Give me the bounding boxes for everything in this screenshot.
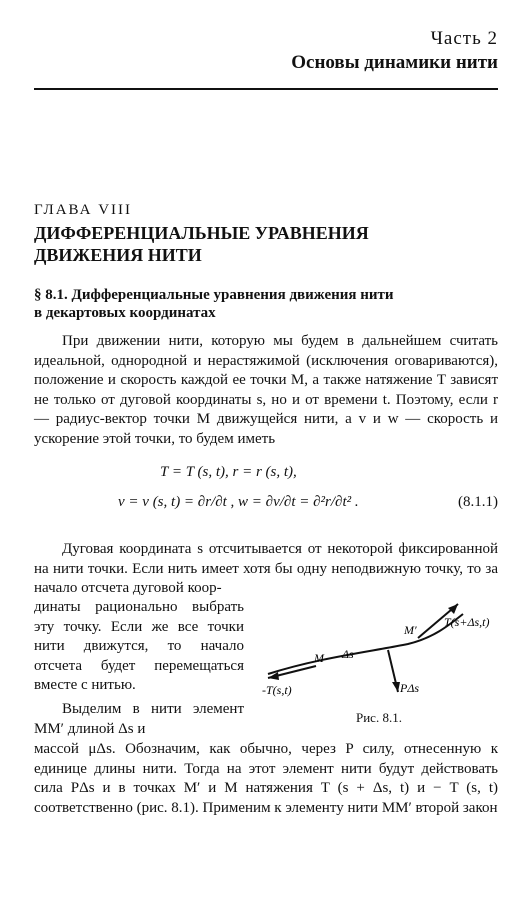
force-arrowhead: [392, 682, 400, 692]
figure-caption: Рис. 8.1.: [356, 710, 402, 725]
chapter-title-line2: ДВИЖЕНИЯ НИТИ: [34, 245, 202, 265]
chapter-label: ГЛАВА VIII: [34, 202, 133, 218]
paragraph-2: Дуговая координата s отсчитывается от некоторой фиксированной на нити точки. Если нить имеет хотя бы одну неподвижную точку, то за начало отсчета дуговой коор-: [34, 541, 498, 596]
label-p: PΔs: [400, 681, 420, 695]
part-label: Часть 2: [430, 28, 498, 49]
header-rule: [34, 88, 498, 90]
figure-8-1: [258, 596, 514, 712]
chapter-title-line1: ДИФФЕРЕНЦИАЛЬНЫЕ УРАВНЕНИЯ: [34, 223, 369, 243]
page-header: [34, 24, 498, 90]
label-t-minus: -T(s,t): [262, 683, 292, 697]
section-title-line1: § 8.1. Дифференциальные уравнения движения нити: [34, 287, 394, 303]
label-t-plus: T(s+Δs,t): [444, 615, 490, 629]
chapter-title: [34, 222, 454, 266]
equation-line-1: T = T (s, t), r = r (s, t),: [160, 464, 297, 480]
equation-number: (8.1.1): [458, 494, 498, 510]
paragraph-1: При движении нити, которую мы будем в дальнейшем считать идеальной, однородной и нерастяжимой (исключения оговариваются), положение и скорость каждой ее точки M, а также натяжение T зависят не только от дуговой координаты s, но и от времени t. Поэтому, если r — радиус-вектор точки M движущейся нити, а v и w — скорость и ускорение этой точки, то будем иметь: [34, 333, 498, 447]
label-m: M: [314, 651, 324, 665]
section-title: [34, 286, 494, 322]
paragraph-2-wrap: динаты рационально выбрать эту точку. Если же все точки нити движутся, то начало отсчета будет перемещаться вместе с нитью.: [34, 599, 244, 693]
section-title-line2: в декартовых координатах: [34, 305, 216, 321]
label-ds: Δs: [342, 647, 354, 661]
part-title: Основы динамики нити: [291, 52, 498, 73]
paragraph-3: массой μΔs. Обозначим, как обычно, через P силу, отнесенную к единице длины нити. Тогда на этот элемент нити будут действовать сила PΔs и в точках M′ и M натяжения T (s + Δs, t) и − T (s, t) соответственно (рис. 8.1). Применим к элементу нити MM′ второй закон: [34, 741, 498, 816]
thread-curve: [268, 614, 463, 674]
paragraph-3-wrap: Выделим в нити элемент MM′ длиной Δs и: [34, 701, 244, 737]
equation-line-2: v = v (s, t) = ∂r/∂t , w = ∂v/∂t = ∂²r/∂t² .: [118, 494, 359, 510]
label-m-prime: M′: [404, 623, 417, 637]
